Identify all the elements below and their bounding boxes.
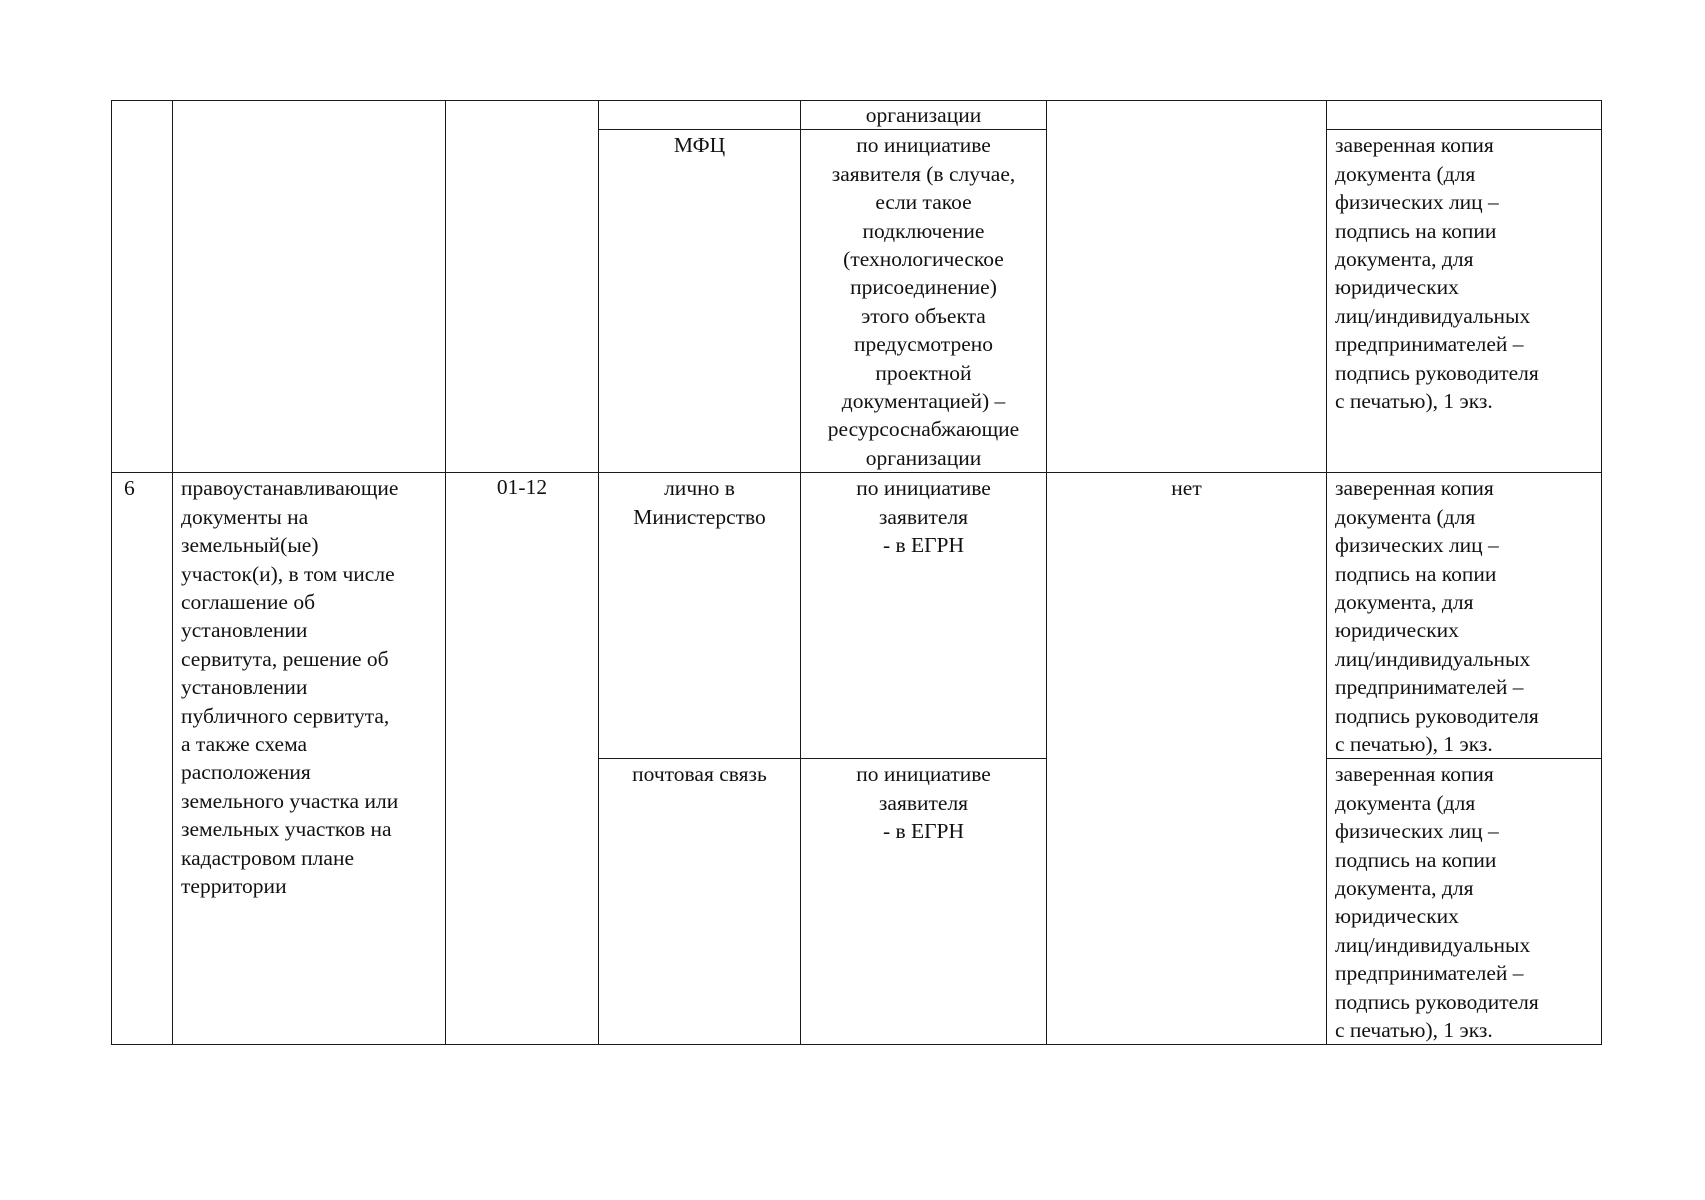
cell-document-name: правоустанавливающие документы на земельный(ые) участок(и), в том числе соглашение об установлении сервитута, решение об установлении публичного сервитута, а также схема расположения земельного участка или земельных участков на кадастровом плане территории [173, 473, 446, 1045]
cell-basis-post: по инициативе заявителя - в ЕГРН [801, 759, 1047, 1045]
cell-requirement: нет [1047, 473, 1327, 1045]
cell-code-prev [446, 101, 599, 473]
cell-document-name-prev [173, 101, 446, 473]
cell-channel-post: почтовая связь [599, 759, 801, 1045]
cell-channel-prev [599, 101, 801, 130]
cell-result-prev [1327, 101, 1602, 130]
cell-channel-in-person: лично в Министерство [599, 473, 801, 759]
cell-result-in-person: заверенная копия документа (для физических лиц – подпись на копии документа, для юридических лиц/индивидуальных предпринимателей – подпись руководителя с печатью), 1 экз. [1327, 473, 1602, 759]
cell-basis-prev: организации [801, 101, 1047, 130]
cell-row-number: 6 [112, 473, 173, 1045]
cell-basis-mfc: по инициативе заявителя (в случае, если такое подключение (технологическое присоединение) этого объекта предусмотрено проектной документацией) – ресурсоснабжающие организации [801, 130, 1047, 473]
table-row-continuation [112, 101, 1602, 130]
cell-result-mfc: заверенная копия документа (для физических лиц – подпись на копии документа, для юридических лиц/индивидуальных предпринимателей – подпись руководителя с печатью), 1 экз. [1327, 130, 1602, 473]
cell-number-prev [112, 101, 173, 473]
table-row-6-in-person [112, 473, 1602, 759]
cell-channel-mfc: МФЦ [599, 130, 801, 473]
cell-result-post: заверенная копия документа (для физических лиц – подпись на копии документа, для юридических лиц/индивидуальных предпринимателей – подпись руководителя с печатью), 1 экз. [1327, 759, 1602, 1045]
cell-requirement-prev [1047, 101, 1327, 473]
cell-basis-in-person: по инициативе заявителя - в ЕГРН [801, 473, 1047, 759]
document-table [111, 100, 1602, 1045]
cell-document-code: 01-12 [446, 473, 599, 1045]
